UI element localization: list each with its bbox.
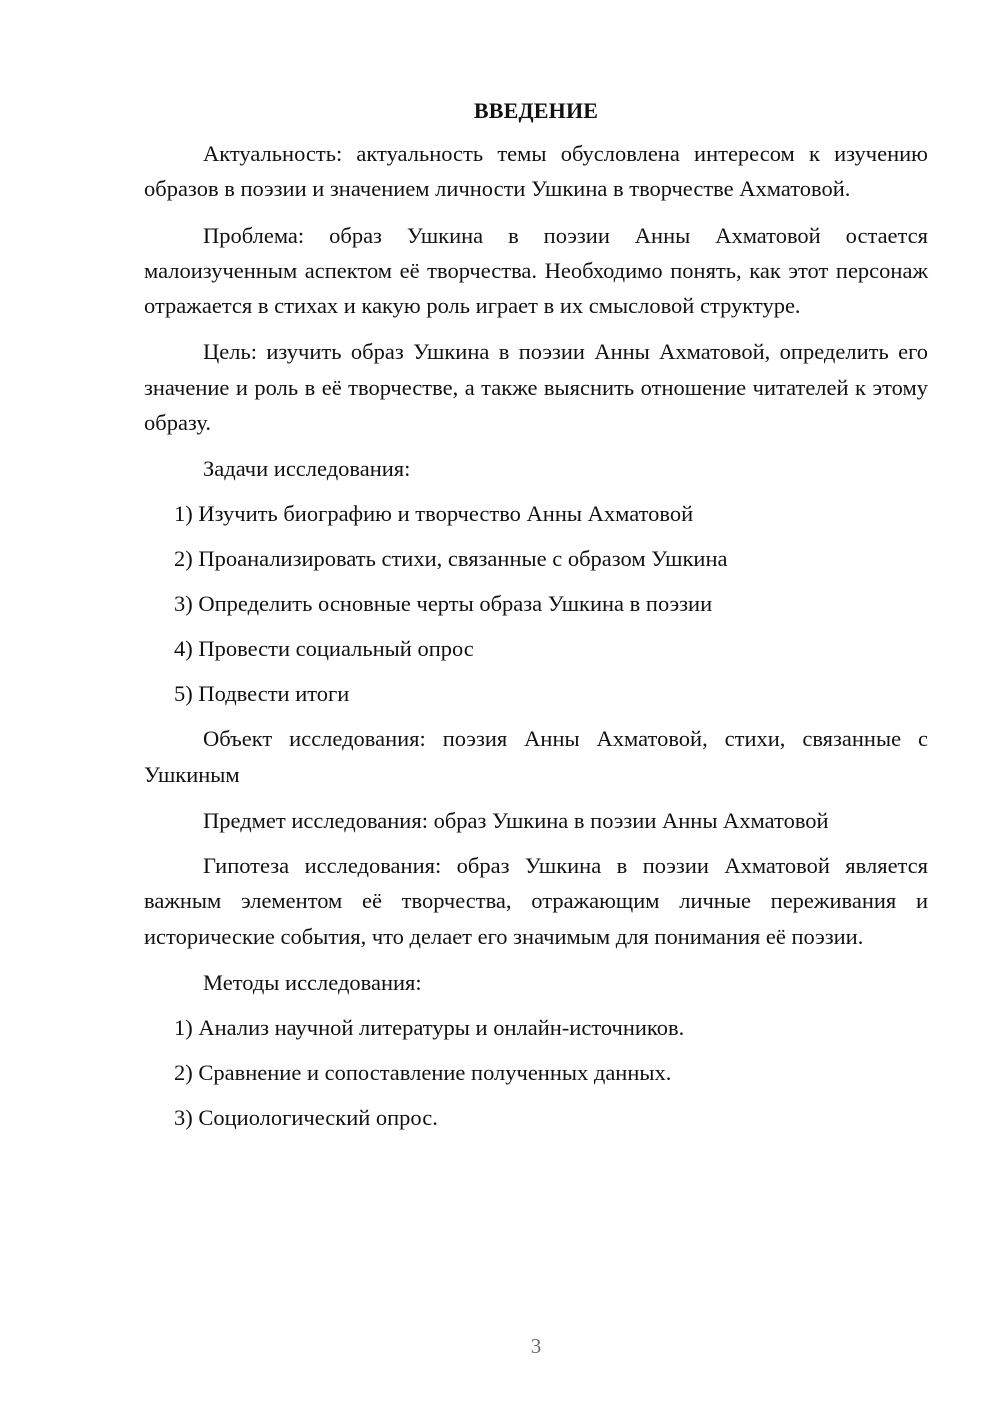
methods-heading: Методы исследования: [203, 969, 422, 995]
task-item: 1) Изучить биографию и творчество Анны Ахматовой [174, 501, 694, 527]
method-item: 1) Анализ научной литературы и онлайн-источников. [174, 1014, 685, 1040]
subject-paragraph: Предмет исследования: образ Ушкина в поэзии Анны Ахматовой [203, 807, 829, 833]
task-item: 4) Провести социальный опрос [174, 636, 474, 662]
page-number: 3 [530, 1334, 542, 1358]
page-title: ВВЕДЕНИЕ [473, 98, 599, 123]
method-item: 3) Социологический опрос. [174, 1104, 438, 1130]
problem-paragraph: Проблема: образ Ушкина в поэзии Анны Ахматовой остается малоизученным аспектом её творчества. Необходимо понять, как этот персонаж отражается в стихах и какую роль играет в их смысловой структуре. [144, 222, 928, 319]
method-item: 2) Сравнение и сопоставление полученных данных. [174, 1059, 672, 1085]
methods-list [144, 1010, 928, 1135]
page-content [144, 93, 928, 1145]
goal-paragraph: Цель: изучить образ Ушкина в поэзии Анны Ахматовой, определить его значение и роль в её творчестве, а также выяснить отношение читателей к этому образу. [144, 339, 928, 436]
relevance-paragraph: Актуальность: актуальность темы обусловлена интересом к изучению образов в поэзии и значением личности Ушкина в творчестве Ахматовой. [144, 141, 928, 202]
tasks-list [144, 496, 928, 711]
task-item: 2) Проанализировать стихи, связанные с образом Ушкина [174, 546, 728, 572]
object-paragraph: Объект исследования: поэзия Анны Ахматовой, стихи, связанные с Ушкиным [144, 726, 928, 787]
hypothesis-paragraph: Гипотеза исследования: образ Ушкина в поэзии Ахматовой является важным элементом её творчества, отражающим личные переживания и исторические события, что делает его значимым для понимания её поэзии. [144, 852, 928, 949]
tasks-heading: Задачи исследования: [203, 456, 411, 482]
task-item: 5) Подвести итоги [174, 681, 350, 707]
task-item: 3) Определить основные черты образа Ушкина в поэзии [174, 591, 713, 617]
